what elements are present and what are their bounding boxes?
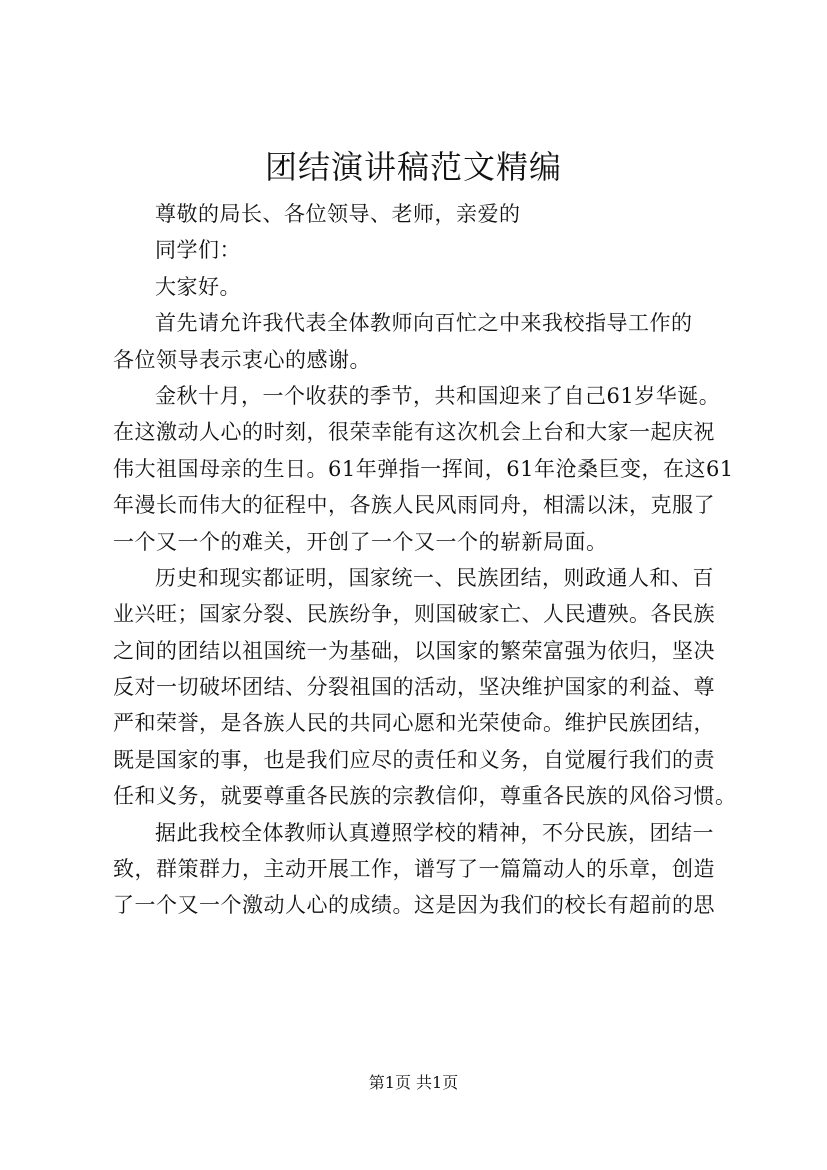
paragraph-line: 伟大祖国母亲的生日。61年弹指一挥间，61年沧桑巨变，在这61 [113,456,734,481]
paragraph-line: 据此我校全体教师认真遵照学校的精神，不分民族，团结一 [155,820,714,845]
salutation-line: 同学们： [155,238,241,263]
paragraph-line: 各位领导表示衷心的感谢。 [113,347,371,372]
salutation-line: 尊敬的局长、各位领导、老师，亲爱的 [155,202,521,226]
paragraph-line: 业兴旺；国家分裂、民族纷争，则国破家亡、人民遭殃。各民族 [113,602,715,627]
paragraph-line: 年漫长而伟大的征程中，各族人民风雨同舟，相濡以沫，克服了 [113,493,715,518]
paragraph-line: 任和义务，就要尊重各民族的宗教信仰，尊重各民族的风俗习惯。 [113,784,737,809]
paragraph-line: 之间的团结以祖国统一为基础，以国家的繁荣富强为依归，坚决 [113,638,715,663]
paragraph-line: 既是国家的事，也是我们应尽的责任和义务，自觉履行我们的责 [113,747,715,772]
greeting-line: 大家好。 [155,274,241,299]
document-body [113,196,737,924]
page-footer: 第1页 共1页 [368,1073,459,1092]
paragraph-line: 严和荣誉，是各族人民的共同心愿和光荣使命。维护民族团结， [113,711,715,736]
paragraph-line: 一个又一个的难关，开创了一个又一个的崭新局面。 [113,529,608,554]
paragraph-line: 致，群策群力，主动开展工作，谱写了一篇篇动人的乐章，创造 [113,857,715,882]
paragraph-line: 了一个又一个激动人心的成绩。这是因为我们的校长有超前的思 [113,893,715,918]
document-title: 团结演讲稿范文精编 [264,148,562,186]
paragraph-line: 金秋十月，一个收获的季节，共和国迎来了自己61岁华诞。 [155,383,721,408]
paragraph-line: 首先请允许我代表全体教师向百忙之中来我校指导工作的 [155,311,693,336]
paragraph-line: 在这激动人心的时刻，很荣幸能有这次机会上台和大家一起庆祝 [113,420,715,445]
paragraph-line: 反对一切破坏团结、分裂祖国的活动，坚决维护国家的利益、尊 [113,675,715,700]
paragraph-line: 历史和现实都证明，国家统一、民族团结，则政通人和、百 [155,565,714,590]
